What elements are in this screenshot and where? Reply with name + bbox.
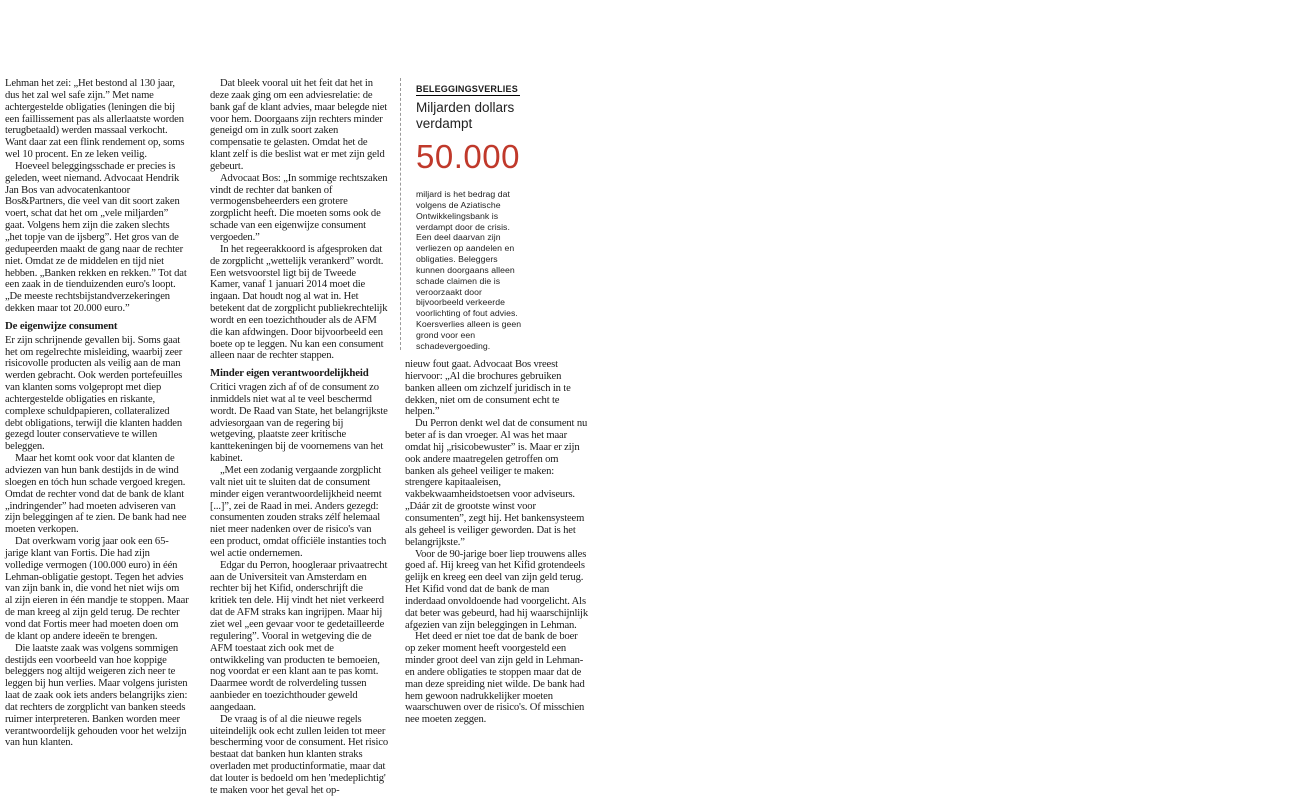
paragraph: Advocaat Bos: „In sommige rechtszaken vindt de rechter dat banken of vermogensbeheerders een grotere zorgplicht heeft. Die moeten soms ook de schade van een eigenwijze consument vergoeden.” — [210, 172, 388, 243]
paragraph: Hoeveel beleggingsschade er precies is geleden, weet niemand. Advocaat Hendrik Jan Bos van advocatenkantoor Bos&Partners, die veel van dit soort zaken voert, schat dat het om „vele miljarden” gaat. Volgens hem zijn die zaken slechts „het topje van de ijsberg”. Het gros van de gedupeerden maakt de gang naar de rechter niet. Omdat ze de middelen en tijd niet hebben. „Banken rekken en rekken.” Tot dat een zaak in de tienduizenden euro's loopt. „De meeste rechtsbijstandverzekeringen dekken maar tot 20.000 euro.” — [5, 160, 187, 315]
paragraph: Die laatste zaak was volgens sommigen destijds een voorbeeld van hoe koppige beleggers nog altijd weigeren zich neer te leggen bij hun verlies. Maar volgens juristen laat de zaak ook iets anders belangrijks zien: dat rechters de zorgplicht van banken steeds ruimer interpreteren. Banken worden meer verantwoordelijk gehouden voor het welzijn van hun klanten. — [5, 642, 188, 749]
section-heading: De eigenwijze consument — [5, 319, 118, 332]
paragraph: nieuw fout gaat. Advocaat Bos vreest hiervoor: „Al die brochures gebruiken banken alleen om zichzelf juridisch in te dekken, niet om de consument echt te helpen.” — [405, 359, 571, 418]
paragraph: Critici vragen zich af of de consument zo inmiddels niet wat al te veel beschermd wordt. De Raad van State, het belangrijkste adviesorgaan van de regering bij wetgeving, plaatste zeer kritische kanttekeningen bij de voornemens van het kabinet. — [210, 382, 388, 465]
paragraph: Edgar du Perron, hoogleraar privaatrecht aan de Universiteit van Amsterdam en rechter bij het Kifid, onderschrijft die kritiek ten dele. Hij vindt het niet verkeerd dat de AFM straks kan ingrijpen. Maar hij ziet wel „een gevaar voor te gedetailleerde regulering”. Vooral in wetgeving die de AFM toestaat zich ook met de ontwikkeling van producten te bemoeien, nog voordat er een klant aan te pas komt. Daarmee wordt de rolverdeling tussen aanbieder en toezichthouder geweld aangedaan. — [210, 559, 388, 713]
article-column-1 — [5, 78, 189, 749]
paragraph: De vraag is of al die nieuwe regels uiteindelijk ook echt zullen leiden tot meer bescherming voor de consument. Het risico bestaat dat banken hun klanten straks overladen met productinformatie, maar dat dat louter is bedoeld om hen 'medeplichtig' te maken voor het geval het op- — [210, 713, 389, 796]
sidebar-divider — [400, 78, 401, 350]
paragraph: Voor de 90-jarige boer liep trouwens alles goed af. Hij kreeg van het Kifid grotendeels gelijk en kreeg een deel van zijn geld terug. Het Kifid vond dat de bank de man inderdaad onvoldoende had voorgelicht. Als dat beter was gebeurd, had hij waarschijnlijk afgezien van zijn beleggingen in Lehman. — [405, 548, 588, 631]
article-column-3 — [405, 359, 590, 726]
paragraph: Het deed er niet toe dat de bank de boer op zeker moment heeft voorgesteld een minder groot deel van zijn geld in Lehman- en andere obligaties te stoppen maar dat de man deze spreiding niet wilde. De bank had hem gewoon nadrukkelijker moeten waarschuwen over de risico's. Of misschien nee moeten zeggen. — [405, 631, 585, 726]
infobox-headline: Miljarden dollars verdampt — [416, 100, 515, 131]
paragraph: Er zijn schrijnende gevallen bij. Soms gaat het om regelrechte misleiding, waarbij zeer risicovolle producten als veilig aan de man werden gebracht. Ook werden portefeuilles van klanten soms volgepropt met diep achtergestelde obligaties en riskante, complexe schuldpapieren, collateralized debt obligations, terwijl die klanten hadden gezegd louter conservatieve te willen beleggen. — [5, 334, 183, 453]
infobox — [416, 84, 526, 352]
paragraph: Maar het komt ook voor dat klanten de adviezen van hun bank destijds in de wind sloegen en tóch hun schade vergoed kregen. Omdat de rechter vond dat de bank de klant „indringender” had moeten adviseren van zijn beleggingen af te zien. De bank had nee moeten verkopen. — [5, 453, 187, 536]
paragraph: Dat overkwam vorig jaar ook een 65-jarige klant van Fortis. Die had zijn volledige vermogen (100.000 euro) in één Lehman-obligatie gestopt. Tegen het advies van zijn bank in, die vond het niet wijs om al zijn eieren in één mandje te stoppen. Maar de man kreeg al zijn geld terug. De rechter vond dat Fortis meer had moeten doen om de klant op andere ideeën te brengen. — [5, 536, 189, 642]
paragraph: Du Perron denkt wel dat de consument nu beter af is dan vroeger. Al was het maar omdat hij „risicobewuster” is. Maar er zijn ook andere maatregelen getroffen om banken als geheel veiliger te maken: strengere kapitaaleisen, vakbekwaamheidstoetsen voor adviseurs. „Dáár zit de grootste winst voor consumenten”, zegt hij. Het bankensysteem als geheel is veiliger geworden. Dat is het belangrijkste.” — [405, 418, 588, 548]
article-column-2 — [210, 78, 388, 797]
paragraph: „Met een zodanig vergaande zorgplicht valt niet uit te sluiten dat de consument minder eigen verantwoordelijkheid neemt [...]”, zei de Raad in mei. Anders gezegd: consumenten zouden straks zélf helemaal niet meer nadenken over de risico's van een product, omdat officiële instanties toch wel actie ondernemen. — [210, 465, 387, 559]
infobox-body: miljard is het bedrag dat volgens de Aziatische Ontwikkelingsbank is verdampt door de crisis. Een deel daarvan zijn verliezen op aandelen en obligaties. Beleggers kunnen doorgaans alleen schade claimen die is veroorzaakt door bijvoorbeeld verkeerde voorlichting of fout advies. Koersverlies alleen is geen grond voor een schadevergoeding. — [416, 189, 522, 351]
paragraph: Lehman het zei: „Het bestond al 130 jaar, dus het zal wel safe zijn.” Met name achtergestelde obligaties (leningen die bij een faillissement pas als allerlaatste worden terugbetaald) werden massaal verkocht. Want daar zat een flink rendement op, soms wel 10 procent. En ze leken veilig. — [5, 78, 185, 161]
section-heading: Minder eigen verantwoordelijkheid — [210, 367, 369, 380]
paragraph: In het regeerakkoord is afgesproken dat de zorgplicht „wettelijk verankerd” wordt. Een wetsvoorstel ligt bij de Tweede Kamer, vanaf 1 januari 2014 moet die ingaan. Dat houdt nog al wat in. Het betekent dat de zorgplicht publiekrechtelijk wordt en een toezichthouder als de AFM die kan afdwingen. Door bijvoorbeeld een boete op te leggen. Nu kan een consument alleen naar de rechter stappen. — [210, 243, 388, 362]
paragraph: Dat bleek vooral uit het feit dat het in deze zaak ging om een adviesrelatie: de bank gaf de klant advies, maar belegde niet voor hem. Doorgaans zijn rechters minder geneigd om in zulk soort zaken compensatie te gelasten. Omdat het de klant zelf is die beslist wat er met zijn geld gebeurt. — [210, 78, 388, 172]
infobox-kicker: BELEGGINGSVERLIES — [416, 84, 520, 96]
infobox-number: 50.000 — [416, 138, 520, 175]
